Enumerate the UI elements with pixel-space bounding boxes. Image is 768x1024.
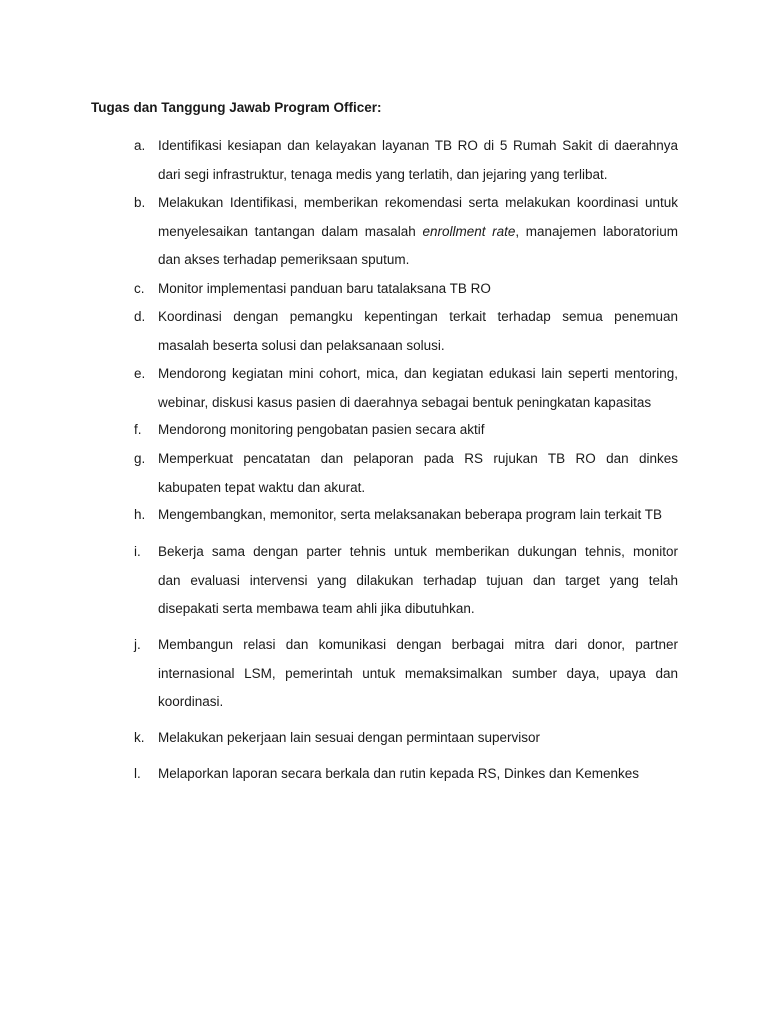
list-marker: l. bbox=[134, 766, 141, 781]
list-marker: h. bbox=[134, 507, 146, 522]
list-item-text: Mengembangkan, memonitor, serta melaksanakan beberapa program lain terkait TB bbox=[158, 507, 663, 522]
list-item-text: Mendorong monitoring pengobatan pasien secara aktif bbox=[158, 422, 485, 437]
list-marker: g. bbox=[134, 451, 146, 466]
document-title: Tugas dan Tanggung Jawab Program Officer: bbox=[91, 100, 382, 115]
list-item-text: Identifikasi kesiapan dan kelayakan layanan TB RO di 5 Rumah Sakit di daerahnya dari segi infrastruktur, tenaga medis yang terlatih, dan jejaring yang terlibat. bbox=[158, 138, 678, 182]
list-marker: d. bbox=[134, 309, 146, 324]
list-marker: b. bbox=[134, 195, 146, 210]
list-marker: a. bbox=[134, 138, 146, 153]
list-item-text: Melakukan Identifikasi, memberikan rekomendasi serta melakukan koordinasi untuk menyelesaikan tantangan dalam masalah enrollment rate, manajemen laboratorium dan akses terhadap pemeriksaan sputum. bbox=[158, 195, 678, 267]
list-marker: c. bbox=[134, 281, 145, 296]
list-item-text: Membangun relasi dan komunikasi dengan berbagai mitra dari donor, partner internasional LSM, pemerintah untuk memaksimalkan sumber daya, upaya dan koordinasi. bbox=[158, 637, 678, 709]
italic-term: enrollment rate bbox=[422, 223, 516, 239]
list-marker: i. bbox=[134, 544, 141, 559]
list-item-text: Koordinasi dengan pemangku kepentingan terkait terhadap semua penemuan masalah beserta solusi dan pelaksanaan solusi. bbox=[158, 309, 678, 353]
list-item-text: Melaporkan laporan secara berkala dan rutin kepada RS, Dinkes dan Kemenkes bbox=[158, 766, 640, 781]
list-marker: k. bbox=[134, 730, 145, 745]
list-marker: j. bbox=[134, 637, 141, 652]
list-item-text: Monitor implementasi panduan baru tatalaksana TB RO bbox=[158, 281, 491, 296]
list-item-text: Memperkuat pencatatan dan pelaporan pada RS rujukan TB RO dan dinkes kabupaten tepat waktu dan akurat. bbox=[158, 451, 678, 495]
list-item-text: Bekerja sama dengan parter tehnis untuk memberikan dukungan tehnis, monitor dan evaluasi intervensi yang dilakukan terhadap tujuan dan target yang telah disepakati serta membawa team ahli jika dibutuhkan. bbox=[158, 544, 678, 616]
list-marker: f. bbox=[134, 422, 142, 437]
list-item-text: Mendorong kegiatan mini cohort, mica, dan kegiatan edukasi lain seperti mentoring, webinar, diskusi kasus pasien di daerahnya sebagai bentuk peningkatan kapasitas bbox=[158, 366, 678, 410]
list-marker: e. bbox=[134, 366, 146, 381]
list-item-text: Melakukan pekerjaan lain sesuai dengan permintaan supervisor bbox=[158, 730, 540, 745]
